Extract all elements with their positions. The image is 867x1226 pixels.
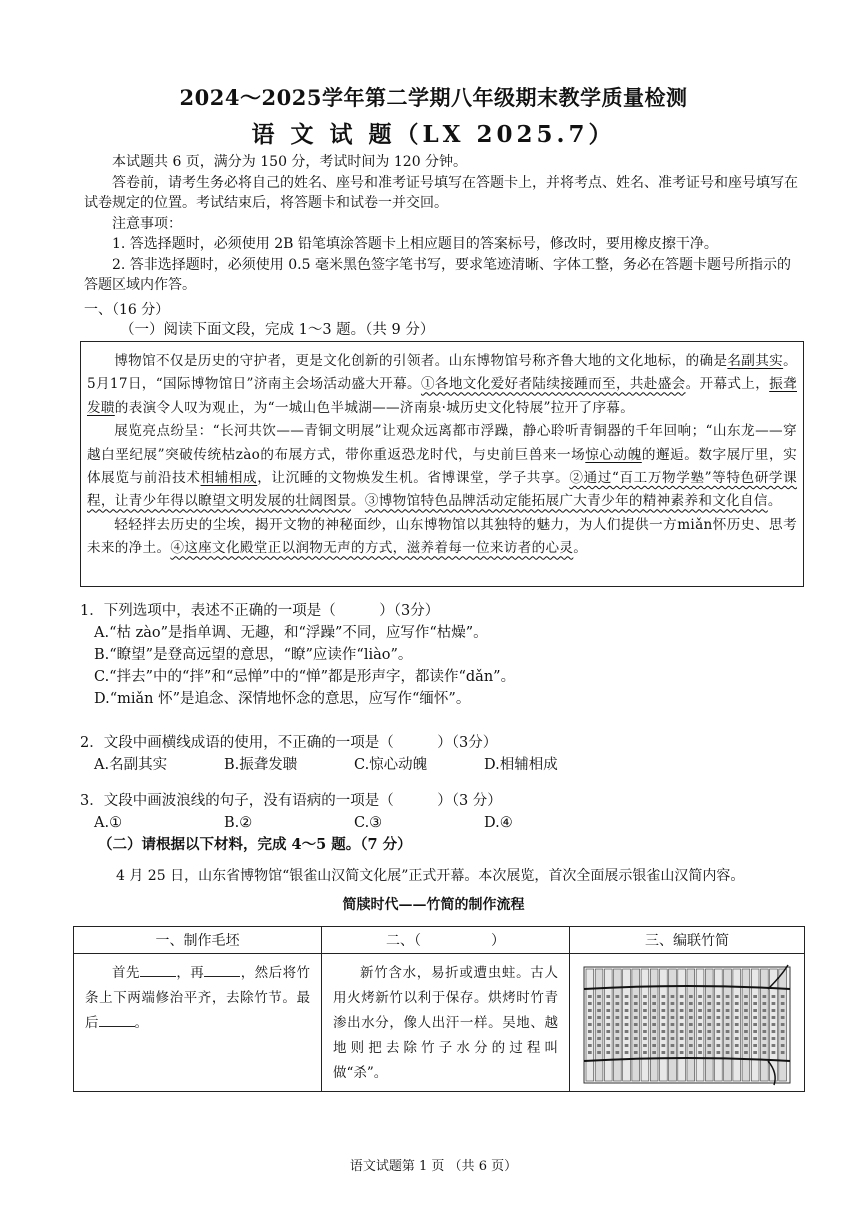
slip-writing-mark (726, 1044, 730, 1047)
table-header-row (74, 927, 805, 954)
slip-writing-mark (588, 1037, 592, 1040)
slip-writing-mark (616, 1023, 620, 1026)
slip-writing-mark (616, 1051, 620, 1054)
slip-writing-mark (625, 1044, 629, 1047)
slip-writing-mark (662, 1016, 666, 1019)
reading-passage (80, 341, 804, 587)
slip-writing-mark (671, 995, 675, 998)
slip-writing-mark (634, 1016, 638, 1019)
slip-writing-mark (634, 995, 638, 998)
slip-writing-mark (726, 1037, 730, 1040)
answer-option: B.“瞭望”是登高远望的意思，“瞭”应读作“liào”。 (94, 647, 413, 663)
slip-writing-mark (707, 995, 711, 998)
slip-writing-mark (643, 1030, 647, 1033)
slip-writing-mark (707, 1016, 711, 1019)
slip-writing-mark (707, 1051, 711, 1054)
slip-writing-mark (717, 1037, 721, 1040)
idiom-underlined: 惊心动魄 (585, 446, 642, 463)
slip-writing-mark (662, 1009, 666, 1012)
flow-title: 简牍时代——竹简的制作流程 (342, 897, 525, 913)
sentence-wavy: ③博物馆特色品牌活动定能拓展广大青少年的精神素养和文化自信 (364, 493, 768, 510)
slip-writing-mark (744, 1016, 748, 1019)
slip-writing-mark (753, 995, 757, 998)
slip-writing-mark (753, 1009, 757, 1012)
slip-writing-mark (772, 1016, 776, 1019)
slip-writing-mark (680, 1016, 684, 1019)
slip-writing-mark (616, 1030, 620, 1033)
material-text: 4 月 25 日，山东省博物馆“银雀山汉简文化展”正式开幕。本次展览，首次全面展示银雀山汉简内容。 (116, 868, 745, 884)
slip-writing-mark (744, 1030, 748, 1033)
slip-writing-mark (662, 1044, 666, 1047)
slip-writing-mark (689, 1009, 693, 1012)
passage-text: 。 (767, 493, 782, 510)
slip-writing-mark (753, 1023, 757, 1026)
slip-writing-mark (597, 1030, 601, 1033)
part-heading-text: （二）请根据以下材料，完成 4～5 题。（7 分） (98, 836, 412, 853)
slip-writing-mark (597, 995, 601, 998)
answer-option: D.相辅相成 (484, 757, 558, 773)
slip-writing-mark (726, 1009, 730, 1012)
slip-writing-mark (753, 1002, 757, 1005)
question-stem: 3．文段中画波浪线的句子，没有语病的一项是（ ）（3 分） (80, 793, 502, 809)
slip-writing-mark (606, 1044, 610, 1047)
answer-option: B.② (224, 815, 253, 831)
slip-writing-mark (717, 1002, 721, 1005)
slip-writing-mark (744, 1009, 748, 1012)
page-footer: 语文试题第 1 页 （共 6 页） (349, 1159, 518, 1174)
slip-writing-mark (781, 1023, 785, 1026)
slip-writing-mark (662, 1002, 666, 1005)
intro-line: 本试题共 6 页，满分为 150 分，考试时间为 120 分钟。 (112, 154, 468, 170)
slip-writing-mark (698, 995, 702, 998)
cell-text: 。 (134, 1015, 148, 1031)
slip-writing-mark (735, 1009, 739, 1012)
slip-writing-mark (772, 1030, 776, 1033)
cell-text: 首先 (112, 965, 140, 981)
slip-writing-mark (781, 1051, 785, 1054)
slip-writing-mark (753, 1016, 757, 1019)
slip-writing-mark (634, 1023, 638, 1026)
answer-option: C.惊心动魄 (354, 757, 428, 773)
slip-writing-mark (634, 1009, 638, 1012)
slip-writing-mark (652, 1037, 656, 1040)
slip-writing-mark (689, 1051, 693, 1054)
part-heading: （一）阅读下面文段，完成 1～3 题。（共 9 分） (120, 322, 435, 338)
slip-writing-mark (707, 1009, 711, 1012)
fill-blank[interactable] (140, 962, 176, 977)
slip-writing-mark (744, 1044, 748, 1047)
slip-writing-mark (735, 1051, 739, 1054)
table-cell (570, 954, 805, 1092)
table-cell (322, 954, 570, 1092)
slip-writing-mark (689, 1016, 693, 1019)
slip-writing-mark (625, 1030, 629, 1033)
slip-writing-mark (689, 1044, 693, 1047)
slip-writing-mark (680, 1030, 684, 1033)
passage-text: 的表演令人叹为观止，为“一城山色半城湖——济南泉·城历史文化特展”拉开了序幕。 (114, 399, 635, 416)
slip-writing-mark (707, 1023, 711, 1026)
slip-writing-mark (588, 1030, 592, 1033)
slip-writing-mark (707, 1030, 711, 1033)
slip-writing-mark (735, 1044, 739, 1047)
slip-writing-mark (781, 1030, 785, 1033)
slip-writing-mark (588, 1044, 592, 1047)
slip-writing-mark (588, 1016, 592, 1019)
slip-writing-mark (689, 1030, 693, 1033)
slip-writing-mark (588, 1002, 592, 1005)
slip-writing-mark (781, 1002, 785, 1005)
slip-writing-mark (606, 1030, 610, 1033)
slip-writing-mark (698, 1016, 702, 1019)
exam-subtitle: 语 文 试 题（LX 2025.7） (251, 121, 616, 148)
passage-text: 。开幕式上， (685, 376, 770, 393)
slip-writing-mark (652, 1009, 656, 1012)
slip-writing-mark (616, 1002, 620, 1005)
slip-writing-mark (735, 1030, 739, 1033)
slip-writing-mark (717, 1051, 721, 1054)
slip-writing-mark (643, 1009, 647, 1012)
slip-writing-mark (625, 1051, 629, 1054)
slip-writing-mark (717, 1023, 721, 1026)
slip-writing-mark (606, 1002, 610, 1005)
slip-writing-mark (671, 1023, 675, 1026)
slip-writing-mark (643, 1023, 647, 1026)
slip-writing-mark (597, 1002, 601, 1005)
table-cell (74, 954, 322, 1092)
slip-writing-mark (689, 1023, 693, 1026)
question-stem: 1．下列选项中，表述不正确的一项是（ ）（3分） (80, 603, 440, 619)
notice-rule: 2. 答非选择题时，必须使用 0.5 毫米黑色签字笔书写，要求笔迹清晰、字体工整，务必在答题卡题号所指示的答题区域内作答。 (84, 256, 791, 293)
sentence-wavy: ①各地文化爱好者陆续接踵而至，共赴盛会 (420, 376, 686, 393)
slip-writing-mark (763, 995, 767, 998)
slip-writing-mark (652, 1016, 656, 1019)
slip-writing-mark (643, 995, 647, 998)
passage-paragraph (87, 420, 797, 514)
table-header: 三、编联竹简 (570, 927, 805, 954)
slip-writing-mark (689, 1037, 693, 1040)
slip-writing-mark (597, 1016, 601, 1019)
passage-text: 的邂逅。数字展厅里，实体展览与前沿技术 (87, 446, 797, 487)
slip-writing-mark (588, 1009, 592, 1012)
slip-writing-mark (643, 1016, 647, 1019)
slip-writing-mark (698, 1030, 702, 1033)
slip-writing-mark (597, 1023, 601, 1026)
slip-writing-mark (763, 1002, 767, 1005)
slip-writing-mark (753, 1037, 757, 1040)
slip-writing-mark (616, 1037, 620, 1040)
slip-writing-mark (652, 1051, 656, 1054)
bamboo-slips-image (582, 963, 792, 1087)
passage-text: 轻轻拌去历史的尘埃，揭开文物的神秘面纱，山东博物馆以其独特的魅力，为人们提供一方miǎn怀历史、思考未来的净土。 (87, 516, 797, 557)
fill-blank[interactable] (204, 962, 240, 977)
slip-writing-mark (662, 1023, 666, 1026)
idiom-underlined: 相辅相成 (200, 470, 258, 487)
slip-writing-mark (744, 1023, 748, 1026)
slip-writing-mark (597, 1051, 601, 1054)
slip-writing-mark (680, 1009, 684, 1012)
slip-writing-mark (763, 1016, 767, 1019)
slip-writing-mark (662, 1037, 666, 1040)
slip-writing-mark (588, 995, 592, 998)
slip-writing-mark (744, 1002, 748, 1005)
answer-option: A.① (94, 815, 123, 831)
slip-writing-mark (588, 1023, 592, 1026)
idiom-underlined: 振聋发聩 (87, 376, 797, 416)
passage-paragraph (87, 514, 797, 561)
slip-writing-mark (763, 1037, 767, 1040)
slip-writing-mark (597, 1044, 601, 1047)
answer-options (80, 812, 810, 834)
slip-writing-mark (625, 1037, 629, 1040)
slip-writing-mark (680, 1037, 684, 1040)
slip-writing-mark (662, 995, 666, 998)
slip-writing-mark (625, 995, 629, 998)
slip-writing-mark (671, 1051, 675, 1054)
slip-writing-mark (606, 1016, 610, 1019)
slip-writing-mark (625, 1002, 629, 1005)
slip-writing-mark (652, 1044, 656, 1047)
slip-writing-mark (772, 1009, 776, 1012)
exam-instructions (84, 152, 800, 296)
slip-writing-mark (781, 1009, 785, 1012)
slip-writing-mark (781, 1044, 785, 1047)
part-heading (98, 834, 828, 856)
slip-writing-mark (588, 1051, 592, 1054)
slip-writing-mark (616, 1016, 620, 1019)
slip-writing-mark (671, 1037, 675, 1040)
slip-writing-mark (634, 1030, 638, 1033)
slip-writing-mark (606, 1051, 610, 1054)
answer-option: D.④ (484, 815, 513, 831)
slip-writing-mark (781, 995, 785, 998)
answer-option: A.“枯 zào”是指单调、无趣，和“浮躁”不同，应写作“枯燥”。 (94, 625, 488, 641)
passage-text: 。5月17日，“国际博物馆日”济南主会场活动盛大开幕。 (87, 353, 797, 393)
slip-writing-mark (652, 1030, 656, 1033)
answer-option: C.“拌去”中的“拌”和“忌惮”中的“惮”都是形声字，都读作“dǎn”。 (94, 669, 516, 685)
slip-writing-mark (698, 1023, 702, 1026)
slip-writing-mark (772, 1044, 776, 1047)
slip-writing-mark (735, 1023, 739, 1026)
slip-writing-mark (680, 1023, 684, 1026)
passage-text: 。 (573, 540, 588, 557)
slip-writing-mark (763, 1044, 767, 1047)
slip-writing-mark (763, 1009, 767, 1012)
slip-writing-mark (772, 995, 776, 998)
slip-writing-mark (726, 1051, 730, 1054)
slip-writing-mark (698, 1044, 702, 1047)
slip-writing-mark (717, 995, 721, 998)
slip-writing-mark (652, 1023, 656, 1026)
table-header: 二、（ ） (322, 927, 570, 954)
slip-writing-mark (662, 1051, 666, 1054)
passage-text: 。 (350, 493, 365, 510)
idiom-underlined: 名副其实 (727, 353, 784, 369)
slip-writing-mark (726, 995, 730, 998)
fill-blank[interactable] (99, 1012, 135, 1027)
answer-option: A.名副其实 (94, 757, 168, 773)
slip-writing-mark (643, 1037, 647, 1040)
passage-paragraph (87, 350, 797, 420)
slip-writing-mark (634, 1051, 638, 1054)
slip-writing-mark (662, 1030, 666, 1033)
exam-title: 2024～2025学年第二学期八年级期末教学质量检测 (179, 85, 688, 110)
slip-writing-mark (726, 1023, 730, 1026)
question-2 (80, 732, 810, 776)
slip-writing-mark (717, 1009, 721, 1012)
slip-writing-mark (671, 1044, 675, 1047)
table-row (74, 954, 805, 1092)
slip-writing-mark (772, 1023, 776, 1026)
slip-writing-mark (671, 1016, 675, 1019)
table-header: 一、制作毛坯 (74, 927, 322, 954)
notice-rule: 1. 答选择题时，必须使用 2B 铅笔填涂答题卡上相应题目的答案标号，修改时，要用橡皮擦干净。 (112, 236, 718, 252)
slip-writing-mark (781, 1016, 785, 1019)
slip-writing-mark (763, 1051, 767, 1054)
slip-writing-mark (726, 1030, 730, 1033)
passage-text: 博物馆不仅是历史的守护者，更是文化创新的引领者。山东博物馆号称齐鲁大地的文化地标，的确是 (114, 353, 728, 369)
slip-writing-mark (707, 1002, 711, 1005)
slip-writing-mark (671, 1002, 675, 1005)
slip-writing-mark (689, 1002, 693, 1005)
slip-writing-mark (606, 1009, 610, 1012)
slip-writing-mark (717, 1044, 721, 1047)
passage-text: 展览亮点纷呈：“长河共饮——青铜文明展”让观众远离都市浮躁，静心聆听青铜器的千年回响；“山东龙——穿越白垩纪展”突破传统枯zào的布展方式，带你重返恐龙时代，与史前巨兽来一场 (87, 423, 797, 463)
passage-text: ，让沉睡的文物焕发生机。省博课堂，学子共享。 (257, 470, 570, 487)
process-table (73, 926, 805, 1092)
slip-writing-mark (689, 995, 693, 998)
slip-writing-mark (772, 1037, 776, 1040)
question-3 (80, 790, 810, 834)
slip-writing-mark (707, 1037, 711, 1040)
slip-writing-mark (606, 995, 610, 998)
slip-writing-mark (643, 1044, 647, 1047)
slip-writing-mark (625, 1023, 629, 1026)
slip-writing-mark (753, 1051, 757, 1054)
slip-writing-mark (680, 1044, 684, 1047)
answer-option: D.“miǎn 怀”是追念、深情地怀念的意思，应写作“缅怀”。 (94, 691, 471, 707)
slip-writing-mark (597, 1037, 601, 1040)
slip-writing-mark (625, 1009, 629, 1012)
slip-writing-mark (616, 1009, 620, 1012)
slip-writing-mark (634, 1044, 638, 1047)
cell-text: ，再 (175, 965, 205, 981)
slip-writing-mark (616, 1044, 620, 1047)
slip-writing-mark (680, 1002, 684, 1005)
slip-writing-mark (744, 1051, 748, 1054)
slip-writing-mark (643, 1002, 647, 1005)
slip-writing-mark (726, 1016, 730, 1019)
slip-writing-mark (763, 1023, 767, 1026)
slip-writing-mark (763, 1030, 767, 1033)
cell-text: ，然后将竹条上下两端修治平齐，去除竹节。最后 (85, 965, 311, 1031)
slip-writing-mark (717, 1030, 721, 1033)
slip-writing-mark (753, 1030, 757, 1033)
slip-writing-mark (781, 1037, 785, 1040)
slip-writing-mark (597, 1009, 601, 1012)
slip-writing-mark (698, 1009, 702, 1012)
slip-writing-mark (744, 995, 748, 998)
slip-writing-mark (726, 1002, 730, 1005)
slip-writing-mark (671, 1030, 675, 1033)
slip-writing-mark (772, 1051, 776, 1054)
answer-options (80, 754, 810, 776)
slip-writing-mark (652, 995, 656, 998)
notice-heading: 注意事项： (112, 215, 182, 232)
slip-writing-mark (616, 995, 620, 998)
slip-writing-mark (744, 1037, 748, 1040)
bamboo-slips-illustration (582, 963, 792, 1087)
question-1 (80, 600, 810, 710)
slip-writing-mark (735, 1037, 739, 1040)
slip-writing-mark (643, 1051, 647, 1054)
slip-writing-mark (698, 1037, 702, 1040)
slip-writing-mark (698, 1051, 702, 1054)
slip-writing-mark (735, 1016, 739, 1019)
slip-writing-mark (634, 1037, 638, 1040)
intro-line: 答卷前，请考生务必将自己的姓名、座号和准考证号填写在答题卡上，并将考点、姓名、准考证号和座号填写在试卷规定的位置。考试结束后，将答题卡和试卷一并交回。 (84, 174, 798, 211)
slip-writing-mark (735, 995, 739, 998)
slip-writing-mark (625, 1016, 629, 1019)
slip-writing-mark (698, 1002, 702, 1005)
slip-writing-mark (606, 1037, 610, 1040)
slip-writing-mark (680, 995, 684, 998)
slip-writing-mark (717, 1016, 721, 1019)
slip-writing-mark (634, 1002, 638, 1005)
cell-text: 新竹含水，易折或遭虫蛀。古人用火烤新竹以利于保存。烘烤时竹青渗出水分，像人出汗一样。吴地、越地则把去除竹子水分的过程叫做“杀”。 (333, 965, 558, 1081)
slip-writing-mark (772, 1002, 776, 1005)
section-heading: 一、（16 分） (84, 302, 170, 318)
slip-writing-mark (671, 1009, 675, 1012)
question-stem: 2．文段中画横线成语的使用，不正确的一项是（ ）（3分） (80, 735, 498, 751)
answer-option: B.振聋发聩 (224, 757, 298, 773)
slip-writing-mark (606, 1023, 610, 1026)
sentence-wavy: ④这座文化殿堂正以润物无声的方式，滋养着每一位来访者的心灵 (170, 540, 574, 557)
answer-option: C.③ (354, 815, 383, 831)
slip-writing-mark (753, 1044, 757, 1047)
slip-writing-mark (652, 1002, 656, 1005)
slip-writing-mark (707, 1044, 711, 1047)
slip-writing-mark (735, 1002, 739, 1005)
slip-writing-mark (680, 1051, 684, 1054)
sentence-wavy: ②通过“百工万物学塾”等特色研学课程，让青少年得以瞭望文明发展的壮阔图景 (87, 470, 797, 510)
